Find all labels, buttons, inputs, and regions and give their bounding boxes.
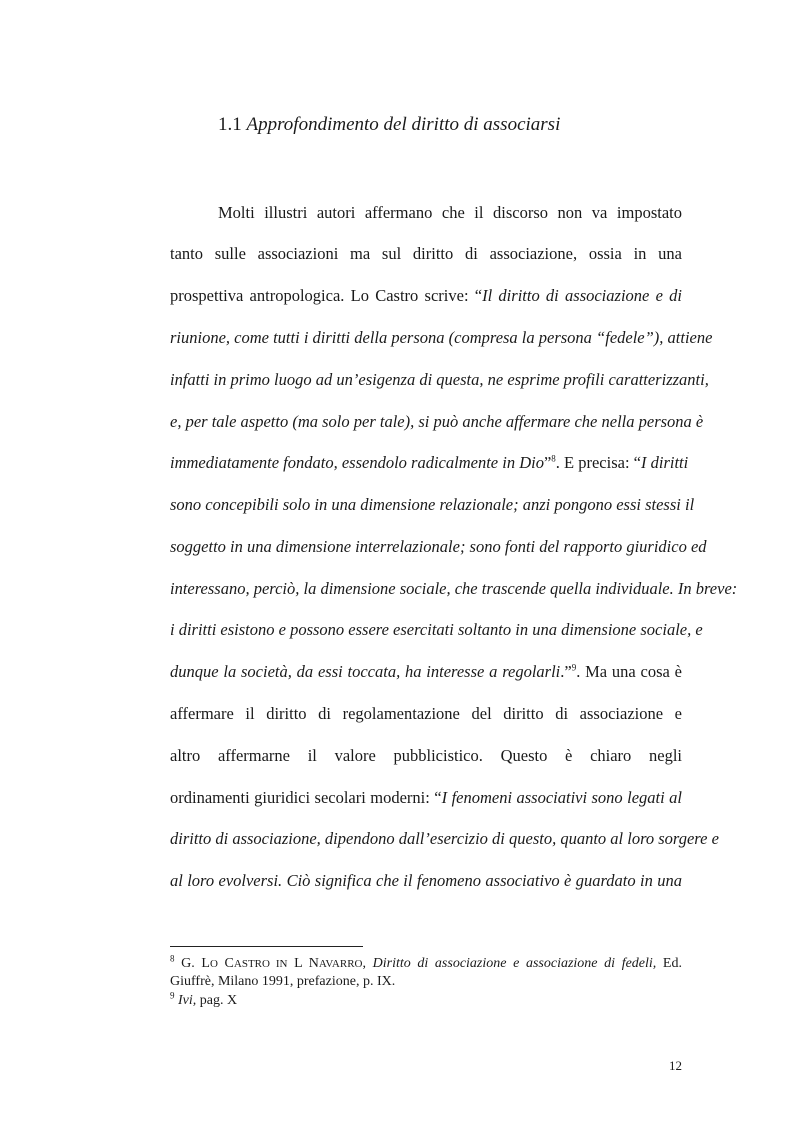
text-run: L N xyxy=(287,956,319,971)
footnote-9 xyxy=(170,990,682,1009)
quote-line: e, per tale aspetto (ma solo per tale), si può anche affermare che nella persona è xyxy=(170,412,704,431)
text-run: ordinamenti giuridici secolari moderni: “ xyxy=(170,788,442,807)
text-run: pag. X xyxy=(196,993,238,1008)
text-run: , xyxy=(362,956,373,971)
body-line: Molti illustri autori affermano che il discorso non va impostato xyxy=(218,203,682,222)
body-line: tanto sulle associazioni ma sul diritto di associazione, ossia in una xyxy=(170,244,682,263)
body-line: altro affermarne il valore pubblicistico. Questo è chiaro negli xyxy=(170,746,682,765)
text-run: O xyxy=(209,958,218,970)
text-run: G. L xyxy=(181,956,210,971)
footnote-ref[interactable]: 9 xyxy=(571,662,577,673)
quote-run: immediatamente fondato, essendolo radicalmente in Dio xyxy=(170,453,544,472)
footnote-number: 9 xyxy=(170,990,175,1001)
text-run: AVARRO xyxy=(318,958,363,970)
section-heading xyxy=(218,114,560,136)
text-run: .” xyxy=(560,662,572,681)
text-run: . E precisa: “ xyxy=(555,453,641,472)
quote-line: al loro evolversi. Ciò significa che il fenomeno associativo è guardato in una xyxy=(170,871,682,890)
text-run: . Ma una cosa è xyxy=(576,662,682,681)
text-run: ASTRO IN xyxy=(233,958,288,970)
footnote-ref[interactable]: 8 xyxy=(551,453,556,464)
body-line: affermare il diritto di regolamentazione del diritto di associazione e xyxy=(170,704,682,723)
page-number: 12 xyxy=(669,1058,682,1073)
section-title: Approfondimento del diritto di associarsi xyxy=(246,114,561,135)
footnote-number: 8 xyxy=(170,953,175,964)
text-run: prospettiva antropologica. Lo Castro scrive: “ xyxy=(170,286,483,305)
quote-line: i diritti esistono e possono essere esercitati soltanto in una dimensione sociale, e xyxy=(170,620,703,639)
cited-title: Ivi, xyxy=(178,993,197,1008)
text-run: ” xyxy=(543,453,552,472)
text-run: C xyxy=(217,956,234,971)
quote-line: sono concepibili solo in una dimensione relazionale; anzi pongono essi stessi il xyxy=(170,495,695,514)
quote-run: dunque la società, da essi toccata, ha interesse a regolarli xyxy=(170,662,561,681)
cited-title: Diritto di associazione e associazione di fedeli, xyxy=(372,956,657,971)
footnote-8 xyxy=(170,953,682,972)
body-line xyxy=(170,662,682,682)
quote-line: soggetto in una dimensione interrelazionale; sono fonti del rapporto giuridico ed xyxy=(170,537,707,556)
body-line xyxy=(170,453,689,473)
quote-line: interessano, perciò, la dimensione sociale, che trascende quella individuale. In breve: xyxy=(170,579,738,598)
body-line xyxy=(170,788,682,808)
quote-line: riunione, come tutti i diritti della persona (compresa la persona “fedele”), attiene xyxy=(170,328,713,347)
quote-run: I diritti xyxy=(641,453,689,472)
body-line xyxy=(170,286,682,306)
footnote-separator xyxy=(170,946,363,947)
quote-run: Il diritto di associazione e di xyxy=(482,286,682,305)
footnote-8-cont: Giuffrè, Milano 1991, prefazione, p. IX. xyxy=(170,974,396,989)
quote-run: I fenomeni associativi sono legati al xyxy=(441,788,682,807)
text-run: Ed. xyxy=(656,956,682,971)
section-number: 1.1 xyxy=(218,114,247,135)
quote-line: infatti in primo luogo ad un’esigenza di questa, ne esprime profili caratterizzanti, xyxy=(170,370,709,389)
quote-line: diritto di associazione, dipendono dall’esercizio di questo, quanto al loro sorgere e xyxy=(170,829,719,848)
